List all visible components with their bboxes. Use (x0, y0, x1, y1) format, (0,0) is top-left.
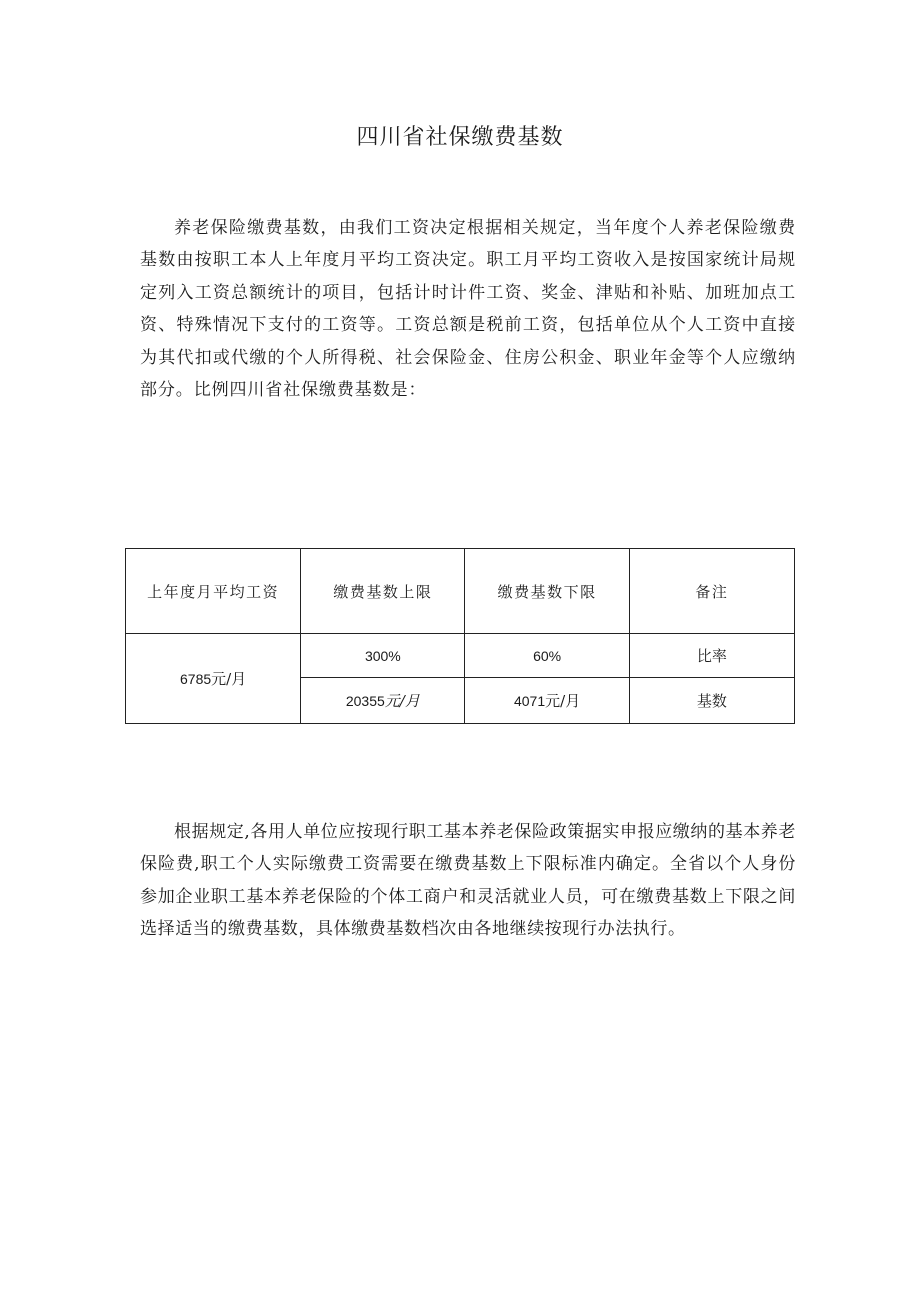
avg-wage-number: 6785 (180, 671, 212, 687)
contribution-base-table (125, 548, 795, 724)
header-upper-limit: 缴费基数上限 (301, 549, 465, 634)
base-upper-unit: 元/月 (384, 692, 420, 710)
base-upper-cell (301, 678, 465, 724)
table-header-row (126, 549, 795, 634)
header-lower-limit: 缴费基数下限 (465, 549, 629, 634)
header-note: 备注 (629, 549, 794, 634)
ratio-upper: 300% (301, 634, 465, 678)
header-avg-wage: 上年度月平均工资 (126, 549, 301, 634)
base-lower-unit: 元/月 (545, 692, 581, 710)
table-row-ratio (126, 634, 795, 678)
avg-wage-unit: 元/月 (211, 670, 247, 688)
base-lower-cell (465, 678, 629, 724)
ratio-lower: 60% (465, 634, 629, 678)
base-note: 基数 (629, 678, 794, 724)
intro-paragraph: 养老保险缴费基数，由我们工资决定根据相关规定，当年度个人养老保险缴费基数由按职工本人上年度月平均工资决定。职工月平均工资收入是按国家统计局规定列入工资总额统计的项目，包括计时计件工资、奖金、津贴和补贴、加班加点工资、特殊情况下支付的工资等。工资总额是税前工资，包括单位从个人工资中直接为其代扣或代缴的个人所得税、社会保险金、住房公积金、职业年金等个人应缴纳部分。比例四川省社保缴费基数是： (140, 218, 796, 401)
base-lower-number: 4071 (513, 693, 546, 709)
closing-paragraph: 根据规定,各用人单位应按现行职工基本养老保险政策据实申报应缴纳的基本养老保险费,职工个人实际缴费工资需要在缴费基数上下限标准内确定。全省以个人身份参加企业职工基本养老保险的个体工商户和灵活就业人员，可在缴费基数上下限之间选择适当的缴费基数，具体缴费基数档次由各地继续按现行办法执行。 (140, 822, 797, 940)
page-title: 四川省社保缴费基数 (356, 125, 564, 150)
base-upper-number: 20355 (345, 693, 385, 709)
avg-wage-cell (126, 634, 301, 724)
ratio-note: 比率 (629, 634, 794, 678)
